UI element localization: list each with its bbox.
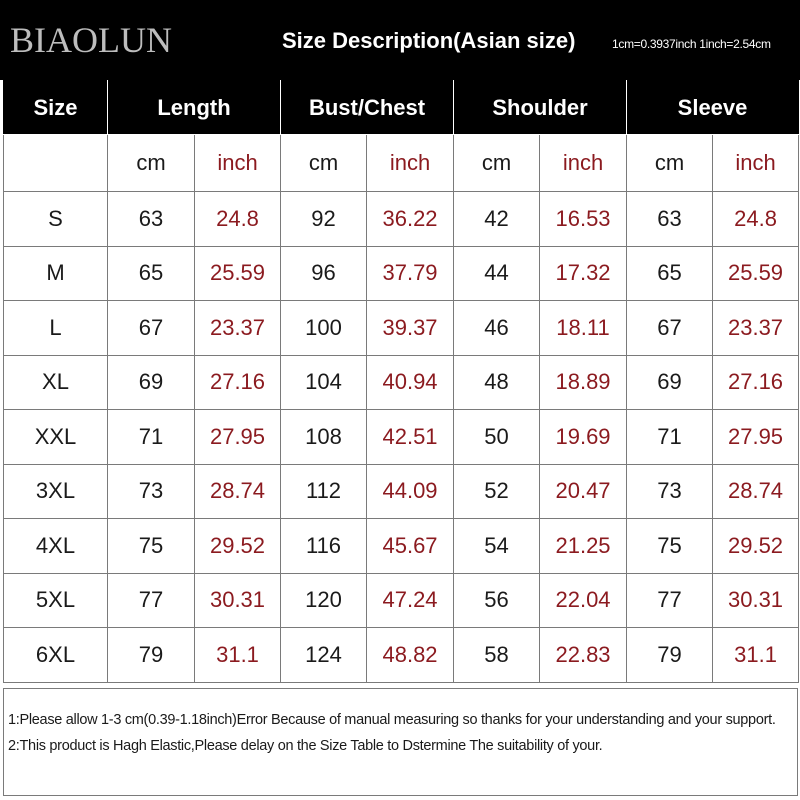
value-cm-cell: 67	[627, 301, 713, 356]
value-cm-cell: 108	[281, 410, 367, 465]
header-bust-chest: Bust/Chest	[281, 81, 454, 135]
value-cm-cell: 71	[627, 410, 713, 465]
size-table	[3, 80, 799, 683]
value-cm-cell: 120	[281, 573, 367, 628]
value-cm-cell: 48	[454, 355, 540, 410]
unit-cm: cm	[108, 135, 195, 192]
size-label-cell: XL	[4, 355, 108, 410]
table-row	[4, 246, 799, 301]
value-cm-cell: 100	[281, 301, 367, 356]
value-cm-cell: 65	[627, 246, 713, 301]
header-sleeve: Sleeve	[627, 81, 799, 135]
header-bar	[0, 0, 800, 80]
size-label-cell: M	[4, 246, 108, 301]
value-cm-cell: 75	[108, 519, 195, 574]
value-inch-cell: 19.69	[540, 410, 627, 465]
unit-inch: inch	[195, 135, 281, 192]
unit-cm: cm	[627, 135, 713, 192]
value-inch-cell: 29.52	[713, 519, 799, 574]
value-cm-cell: 67	[108, 301, 195, 356]
value-cm-cell: 54	[454, 519, 540, 574]
value-cm-cell: 50	[454, 410, 540, 465]
size-label-cell: 3XL	[4, 464, 108, 519]
value-inch-cell: 44.09	[367, 464, 454, 519]
unit-inch: inch	[367, 135, 454, 192]
value-cm-cell: 104	[281, 355, 367, 410]
unit-conversion-note: 1cm=0.3937inch 1inch=2.54cm	[612, 37, 771, 51]
value-inch-cell: 18.11	[540, 301, 627, 356]
value-cm-cell: 79	[627, 628, 713, 683]
value-cm-cell: 77	[627, 573, 713, 628]
value-inch-cell: 20.47	[540, 464, 627, 519]
value-inch-cell: 28.74	[195, 464, 281, 519]
value-inch-cell: 27.95	[195, 410, 281, 465]
value-cm-cell: 69	[108, 355, 195, 410]
table-row	[4, 519, 799, 574]
unit-empty-cell	[4, 135, 108, 192]
value-inch-cell: 27.16	[713, 355, 799, 410]
table-row	[4, 301, 799, 356]
value-inch-cell: 18.89	[540, 355, 627, 410]
value-cm-cell: 92	[281, 192, 367, 247]
value-inch-cell: 31.1	[195, 628, 281, 683]
value-cm-cell: 77	[108, 573, 195, 628]
page-title: Size Description(Asian size)	[282, 28, 576, 53]
table-row	[4, 355, 799, 410]
value-inch-cell: 30.31	[195, 573, 281, 628]
unit-row	[4, 135, 799, 192]
table-row	[4, 192, 799, 247]
value-cm-cell: 112	[281, 464, 367, 519]
value-inch-cell: 28.74	[713, 464, 799, 519]
value-inch-cell: 36.22	[367, 192, 454, 247]
table-row	[4, 573, 799, 628]
value-inch-cell: 25.59	[195, 246, 281, 301]
value-cm-cell: 63	[627, 192, 713, 247]
size-label-cell: 6XL	[4, 628, 108, 683]
value-cm-cell: 58	[454, 628, 540, 683]
size-label-cell: XXL	[4, 410, 108, 465]
value-cm-cell: 44	[454, 246, 540, 301]
table-row	[4, 628, 799, 683]
value-cm-cell: 56	[454, 573, 540, 628]
value-cm-cell: 79	[108, 628, 195, 683]
header-length: Length	[108, 81, 281, 135]
value-inch-cell: 29.52	[195, 519, 281, 574]
note-error-allowance: 1:Please allow 1-3 cm(0.39-1.18inch)Error Because of manual measuring so thanks for your understanding and your support.	[8, 712, 776, 728]
value-inch-cell: 37.79	[367, 246, 454, 301]
value-cm-cell: 71	[108, 410, 195, 465]
size-label-cell: 4XL	[4, 519, 108, 574]
size-label-cell: L	[4, 301, 108, 356]
value-inch-cell: 47.24	[367, 573, 454, 628]
value-inch-cell: 23.37	[713, 301, 799, 356]
value-cm-cell: 52	[454, 464, 540, 519]
value-inch-cell: 24.8	[713, 192, 799, 247]
value-cm-cell: 73	[108, 464, 195, 519]
value-inch-cell: 39.37	[367, 301, 454, 356]
value-cm-cell: 46	[454, 301, 540, 356]
unit-inch: inch	[540, 135, 627, 192]
value-cm-cell: 69	[627, 355, 713, 410]
notes-box	[3, 688, 798, 796]
value-cm-cell: 116	[281, 519, 367, 574]
value-inch-cell: 22.04	[540, 573, 627, 628]
value-cm-cell: 63	[108, 192, 195, 247]
value-inch-cell: 21.25	[540, 519, 627, 574]
note-elastic-product: 2:This product is Hagh Elastic,Please delay on the Size Table to Dstermine The suitability of your.	[8, 738, 603, 754]
value-cm-cell: 124	[281, 628, 367, 683]
table-row	[4, 464, 799, 519]
value-inch-cell: 16.53	[540, 192, 627, 247]
unit-inch: inch	[713, 135, 799, 192]
unit-cm: cm	[454, 135, 540, 192]
value-cm-cell: 75	[627, 519, 713, 574]
value-inch-cell: 31.1	[713, 628, 799, 683]
value-inch-cell: 17.32	[540, 246, 627, 301]
table-row	[4, 410, 799, 465]
size-label-cell: S	[4, 192, 108, 247]
value-inch-cell: 25.59	[713, 246, 799, 301]
header-size: Size	[4, 81, 108, 135]
value-inch-cell: 22.83	[540, 628, 627, 683]
value-inch-cell: 23.37	[195, 301, 281, 356]
value-inch-cell: 40.94	[367, 355, 454, 410]
value-inch-cell: 45.67	[367, 519, 454, 574]
value-inch-cell: 30.31	[713, 573, 799, 628]
value-inch-cell: 27.16	[195, 355, 281, 410]
value-inch-cell: 42.51	[367, 410, 454, 465]
header-shoulder: Shoulder	[454, 81, 627, 135]
value-inch-cell: 48.82	[367, 628, 454, 683]
brand-logo: BIAOLUN	[10, 20, 172, 60]
value-cm-cell: 96	[281, 246, 367, 301]
size-label-cell: 5XL	[4, 573, 108, 628]
value-inch-cell: 24.8	[195, 192, 281, 247]
value-inch-cell: 27.95	[713, 410, 799, 465]
unit-cm: cm	[281, 135, 367, 192]
value-cm-cell: 73	[627, 464, 713, 519]
column-header-row	[4, 81, 799, 135]
value-cm-cell: 42	[454, 192, 540, 247]
value-cm-cell: 65	[108, 246, 195, 301]
